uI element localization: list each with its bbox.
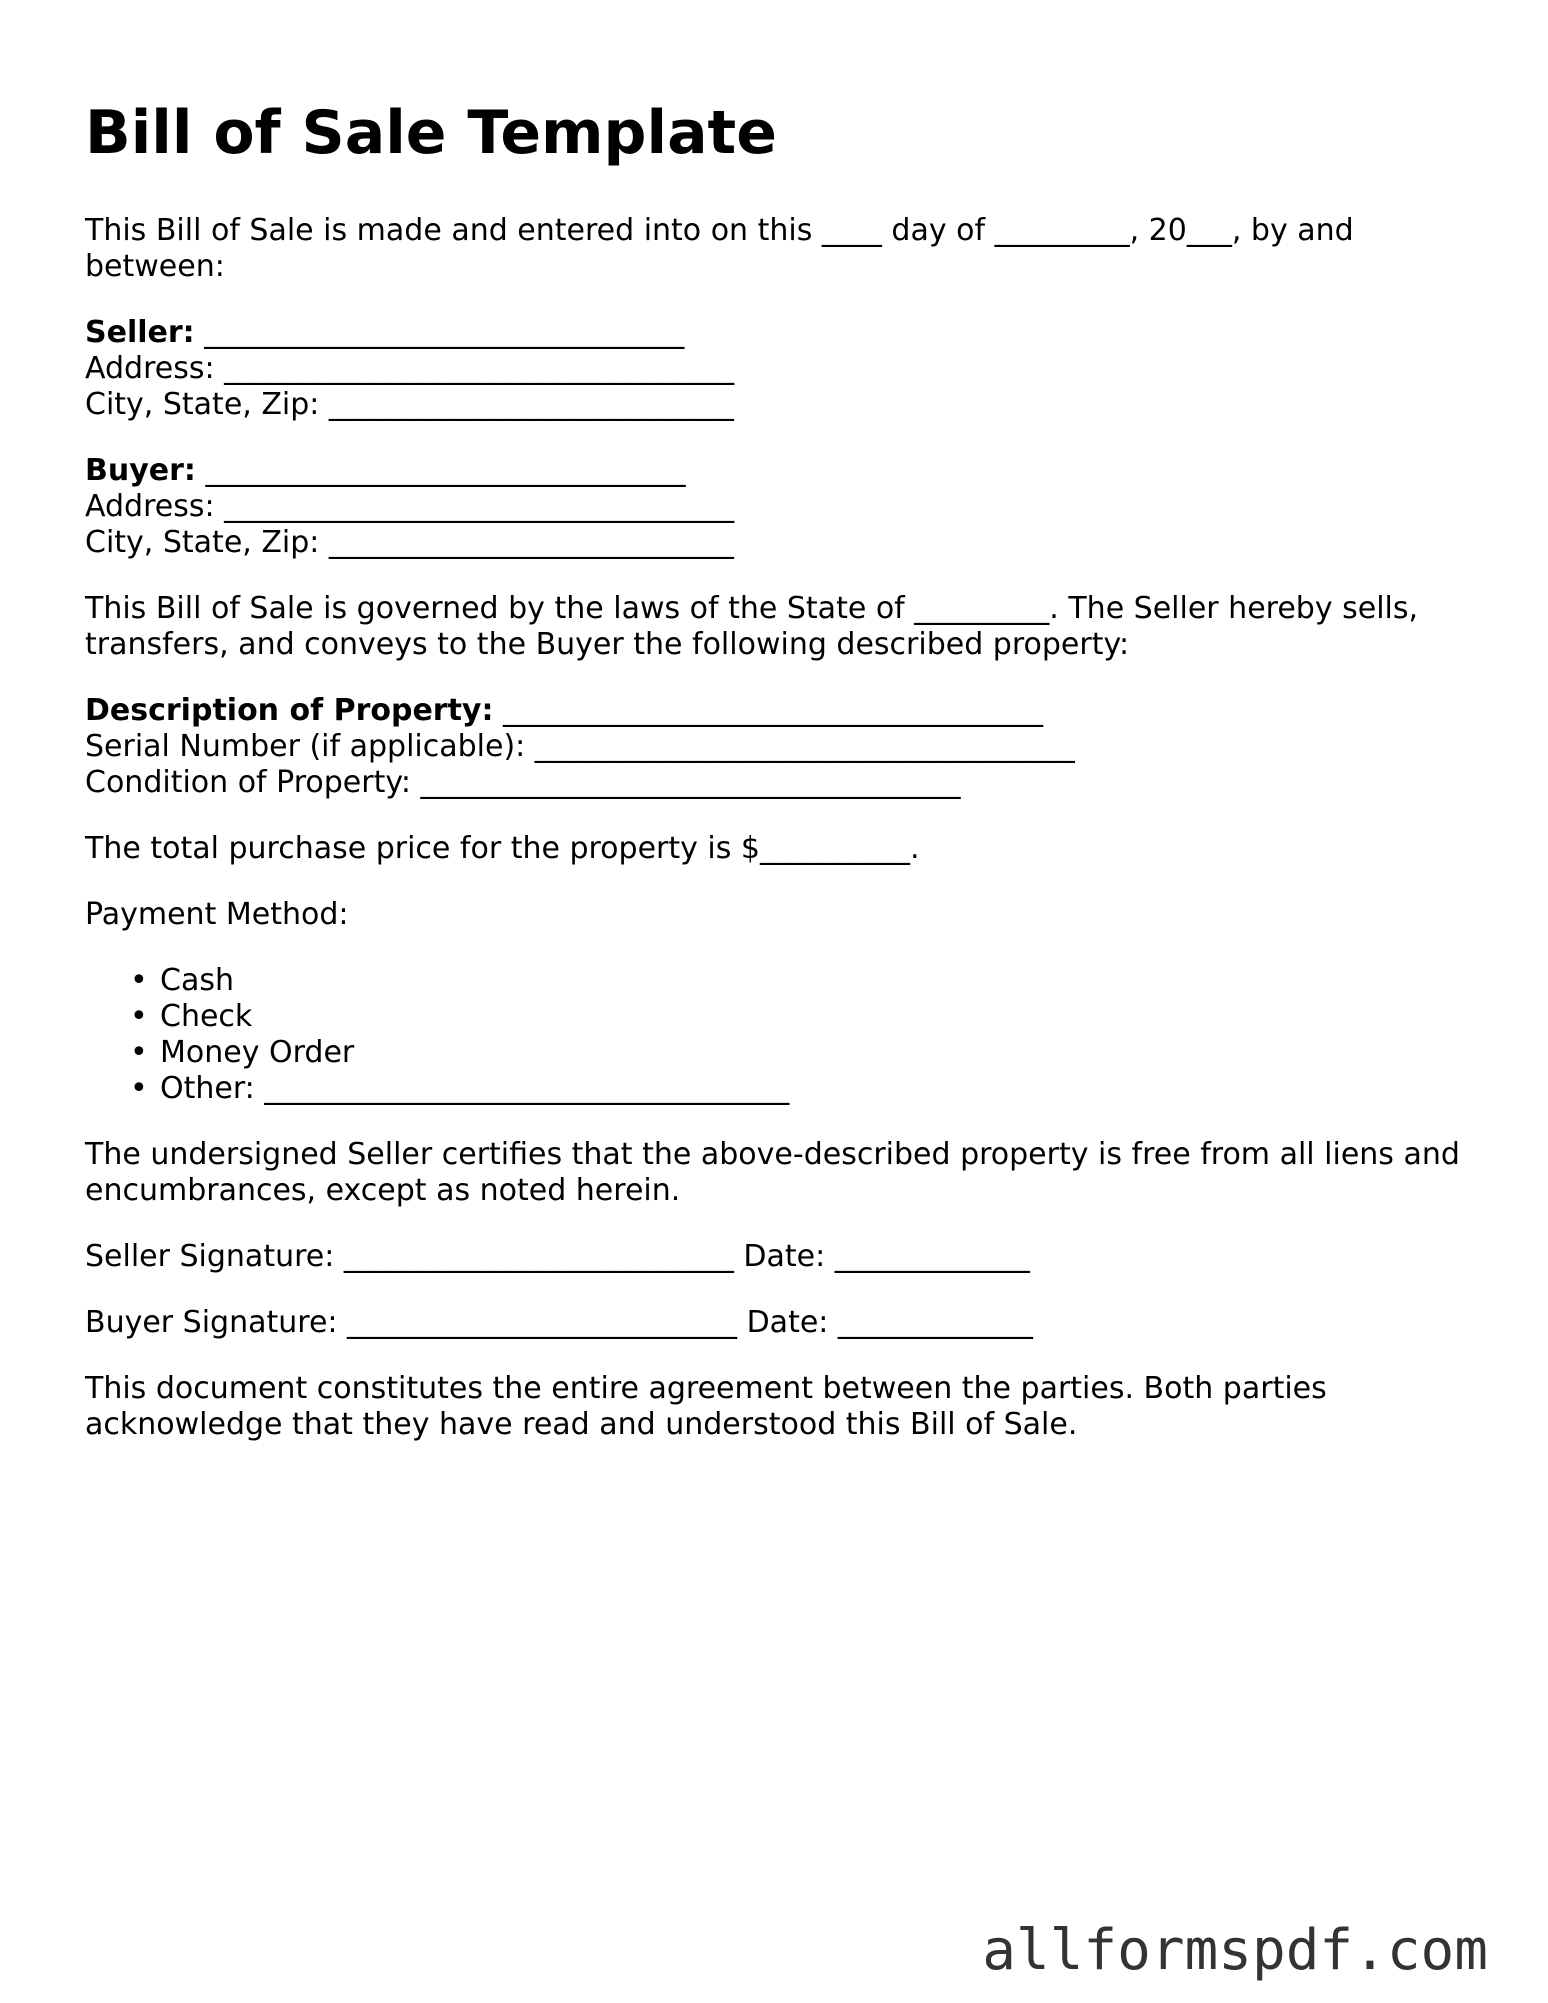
buyer-label: Buyer: [85,453,196,488]
list-item [130,1071,1475,1107]
intro-paragraph: This Bill of Sale is made and entered into on this ____ day of _________, 20___, by and between: [85,213,1354,284]
property-condition-line: Condition of Property: ____________________________________ [85,765,961,800]
seller-address-line: Address: __________________________________ [85,351,735,386]
property-description-line [85,693,1475,729]
governing-law-paragraph: This Bill of Sale is governed by the laws of the State of _________. The Seller hereby sells, transfers, and conveys to the Buyer the following described property: [85,591,1419,662]
seller-city-state-zip-line: City, State, Zip: ___________________________ [85,387,734,422]
closing-paragraph: This document constitutes the entire agreement between the parties. Both parties acknowledge that they have read and understood this Bill of Sale. [85,1371,1327,1442]
serial-number-line: Serial Number (if applicable): ____________________________________ [85,729,1075,764]
list-item [130,999,1475,1035]
list-item [130,963,1475,999]
document-page [85,100,1475,1443]
certification-paragraph: The undersigned Seller certifies that the above-described property is free from all liens and encumbrances, except as noted herein. [85,1137,1460,1208]
bullet-icon: • [130,1035,148,1070]
buyer-name-line [85,453,1475,489]
list-item [130,1035,1475,1071]
buyer-section [85,453,1475,561]
payment-option-other: Other: ___________________________________ [160,1071,790,1106]
buyer-signature-line: Buyer Signature: __________________________ Date: _____________ [85,1305,1033,1340]
property-description-label: Description of Property: [85,693,494,728]
payment-method-label: Payment Method: [85,897,349,932]
purchase-price-paragraph: The total purchase price for the property is $__________. [85,831,920,866]
seller-signature-line: Seller Signature: __________________________ Date: _____________ [85,1239,1030,1274]
site-watermark: allformspdf.com [982,1918,1488,1983]
property-section [85,693,1475,801]
buyer-city-state-zip-line: City, State, Zip: ___________________________ [85,525,734,560]
payment-option-money-order: Money Order [160,1035,355,1070]
document-title: Bill of Sale Template [85,98,777,168]
bullet-icon: • [130,963,148,998]
seller-name-blank: ________________________________ [194,315,685,350]
payment-option-cash: Cash [160,963,234,998]
seller-section [85,315,1475,423]
payment-method-list [85,963,1475,1107]
bullet-icon: • [130,999,148,1034]
buyer-name-blank: ________________________________ [195,453,686,488]
property-description-blank: ____________________________________ [493,693,1044,728]
seller-label: Seller: [85,315,195,350]
buyer-address-line: Address: __________________________________ [85,489,735,524]
payment-option-check: Check [160,999,253,1034]
seller-name-line [85,315,1475,351]
bullet-icon: • [130,1071,148,1106]
